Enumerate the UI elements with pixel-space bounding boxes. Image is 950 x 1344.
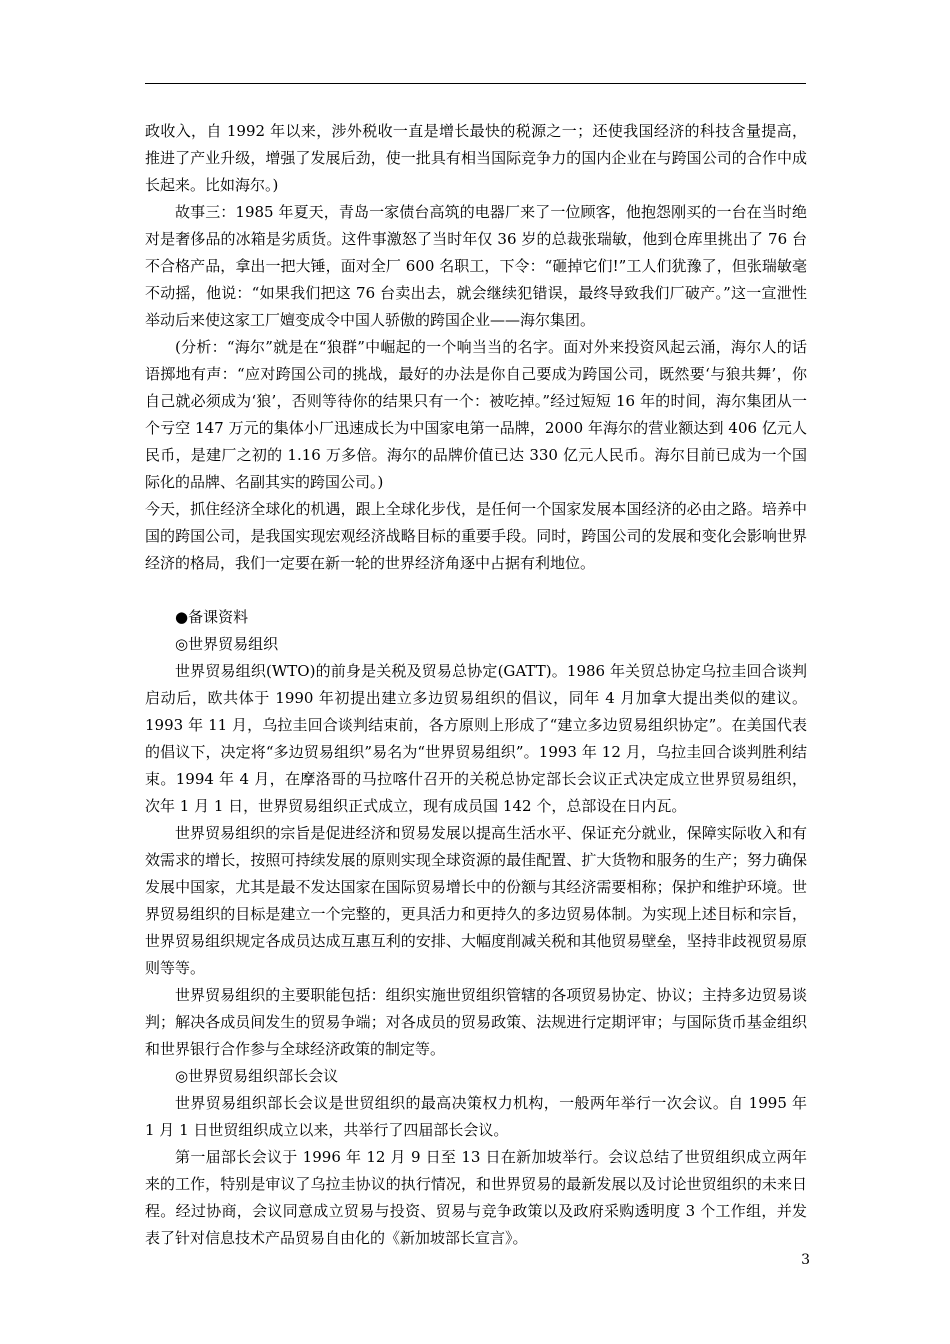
paragraph-story-three: 故事三：1985 年夏天，青岛一家债台高筑的电器厂来了一位顾客，他抱怨刚买的一台在当时绝对是奢侈品的冰箱是劣质货。这件事激怒了当时年仅 36 岁的总裁张瑞敏，他到仓库里挑出了 76 台不合格产品，拿出一把大锤，面对全厂 600 名职工，下令：“砸掉它们!”工人们犹豫了，但张瑞敏毫不动摇，他说：“如果我们把这 76 台卖出去，就会继续犯错误，最终导致我们厂破产。”这一宣泄性举动后来使这家工厂嬗变成令中国人骄傲的跨国企业——海尔集团。 [145, 203, 807, 329]
paragraph-ministerial-intro: 世界贸易组织部长会议是世贸组织的最高决策权力机构，一般两年举行一次会议。自 1995 年 1 月 1 日世贸组织成立以来，共举行了四届部长会议。 [145, 1094, 807, 1139]
subheading-ministerial-conference: ◎世界贸易组织部长会议 [175, 1067, 339, 1085]
subheading-wto: ◎世界贸易组织 [175, 635, 279, 653]
paragraph-wto-history: 世界贸易组织(WTO)的前身是关税及贸易总协定(GATT)。1986 年关贸总协定乌拉圭回合谈判启动后，欧共体于 1990 年初提出建立多边贸易组织的倡议，同年 4 月加拿大提出类似的建议。1993 年 11 月，乌拉圭回合谈判结束前，各方原则上形成了“建立多边贸易组织协定”。在美国代表的倡议下，决定将“多边贸易组织”易名为“世界贸易组织”。1993 年 12 月，乌拉圭回合谈判胜利结束。1994 年 4 月，在摩洛哥的马拉喀什召开的关税总协定部长会议正式决定成立世界贸易组织，次年 1 月 1 日，世界贸易组织正式成立，现有成员国 142 个，总部设在日内瓦。 [145, 662, 807, 815]
paragraph-first-ministerial: 第一届部长会议于 1996 年 12 月 9 日至 13 日在新加坡举行。会议总结了世贸组织成立两年来的工作，特别是审议了乌拉圭协议的执行情况，和世界贸易的最新发展以及讨论世贸组织的未来日程。经过协商，会议同意成立贸易与投资、贸易与竞争政策以及政府采购透明度 3 个工作组，并发表了针对信息技术产品贸易自由化的《新加坡部长宣言》。 [145, 1148, 807, 1247]
paragraph-conclusion: 今天，抓住经济全球化的机遇，跟上全球化步伐，是任何一个国家发展本国经济的必由之路。培养中国的跨国公司，是我国实现宏观经济战略目标的重要手段。同时，跨国公司的发展和变化会影响世界经济的格局，我们一定要在新一轮的世界经济角逐中占据有利地位。 [145, 500, 807, 572]
page-number: 3 [801, 1252, 810, 1268]
paragraph-wto-functions: 世界贸易组织的主要职能包括：组织实施世贸组织管辖的各项贸易协定、协议；主持多边贸易谈判；解决各成员间发生的贸易争端；对各成员的贸易政策、法规进行定期评审；与国际货币基金组织和世界银行合作参与全球经济政策的制定等。 [145, 986, 807, 1058]
paragraph-continuation: 政收入，自 1992 年以来，涉外税收一直是增长最快的税源之一；还使我国经济的科技含量提高，推进了产业升级，增强了发展后劲，使一批具有相当国际竞争力的国内企业在与跨国公司的合作中成长起来。比如海尔。) [145, 122, 807, 194]
paragraph-haier-analysis: (分析：“海尔”就是在“狼群”中崛起的一个响当当的名字。面对外来投资风起云涌，海尔人的话语掷地有声：“应对跨国公司的挑战，最好的办法是你自己要成为跨国公司，既然要‘与狼共舞’，你自己就必须成为‘狼’，否则等待你的结果只有一个：被吃掉。”经过短短 16 年的时间，海尔集团从一个亏空 147 万元的集体小厂迅速成长为中国家电第一品牌，2000 年海尔的营业额达到 406 亿元人民币，是建厂之初的 1.16 万多倍。海尔的品牌价值已达 330 亿元人民币。海尔目前已成为一个国际化的品牌、名副其实的跨国公司。) [145, 338, 807, 491]
paragraph-wto-purpose: 世界贸易组织的宗旨是促进经济和贸易发展以提高生活水平、保证充分就业，保障实际收入和有效需求的增长，按照可持续发展的原则实现全球资源的最佳配置、扩大货物和服务的生产；努力确保发展中国家，尤其是最不发达国家在国际贸易增长中的份额与其经济需要相称；保护和维护环境。世界贸易组织的目标是建立一个完整的，更具活力和更持久的多边贸易体制。为实现上述目标和宗旨，世界贸易组织规定各成员达成互惠互利的安排、大幅度削减关税和其他贸易壁垒，坚持非歧视贸易原则等等。 [145, 824, 807, 977]
document-body [145, 118, 807, 1252]
header-rule [145, 83, 806, 84]
section-heading-prep-materials: ●备课资料 [175, 608, 249, 626]
blank-line [145, 577, 807, 604]
